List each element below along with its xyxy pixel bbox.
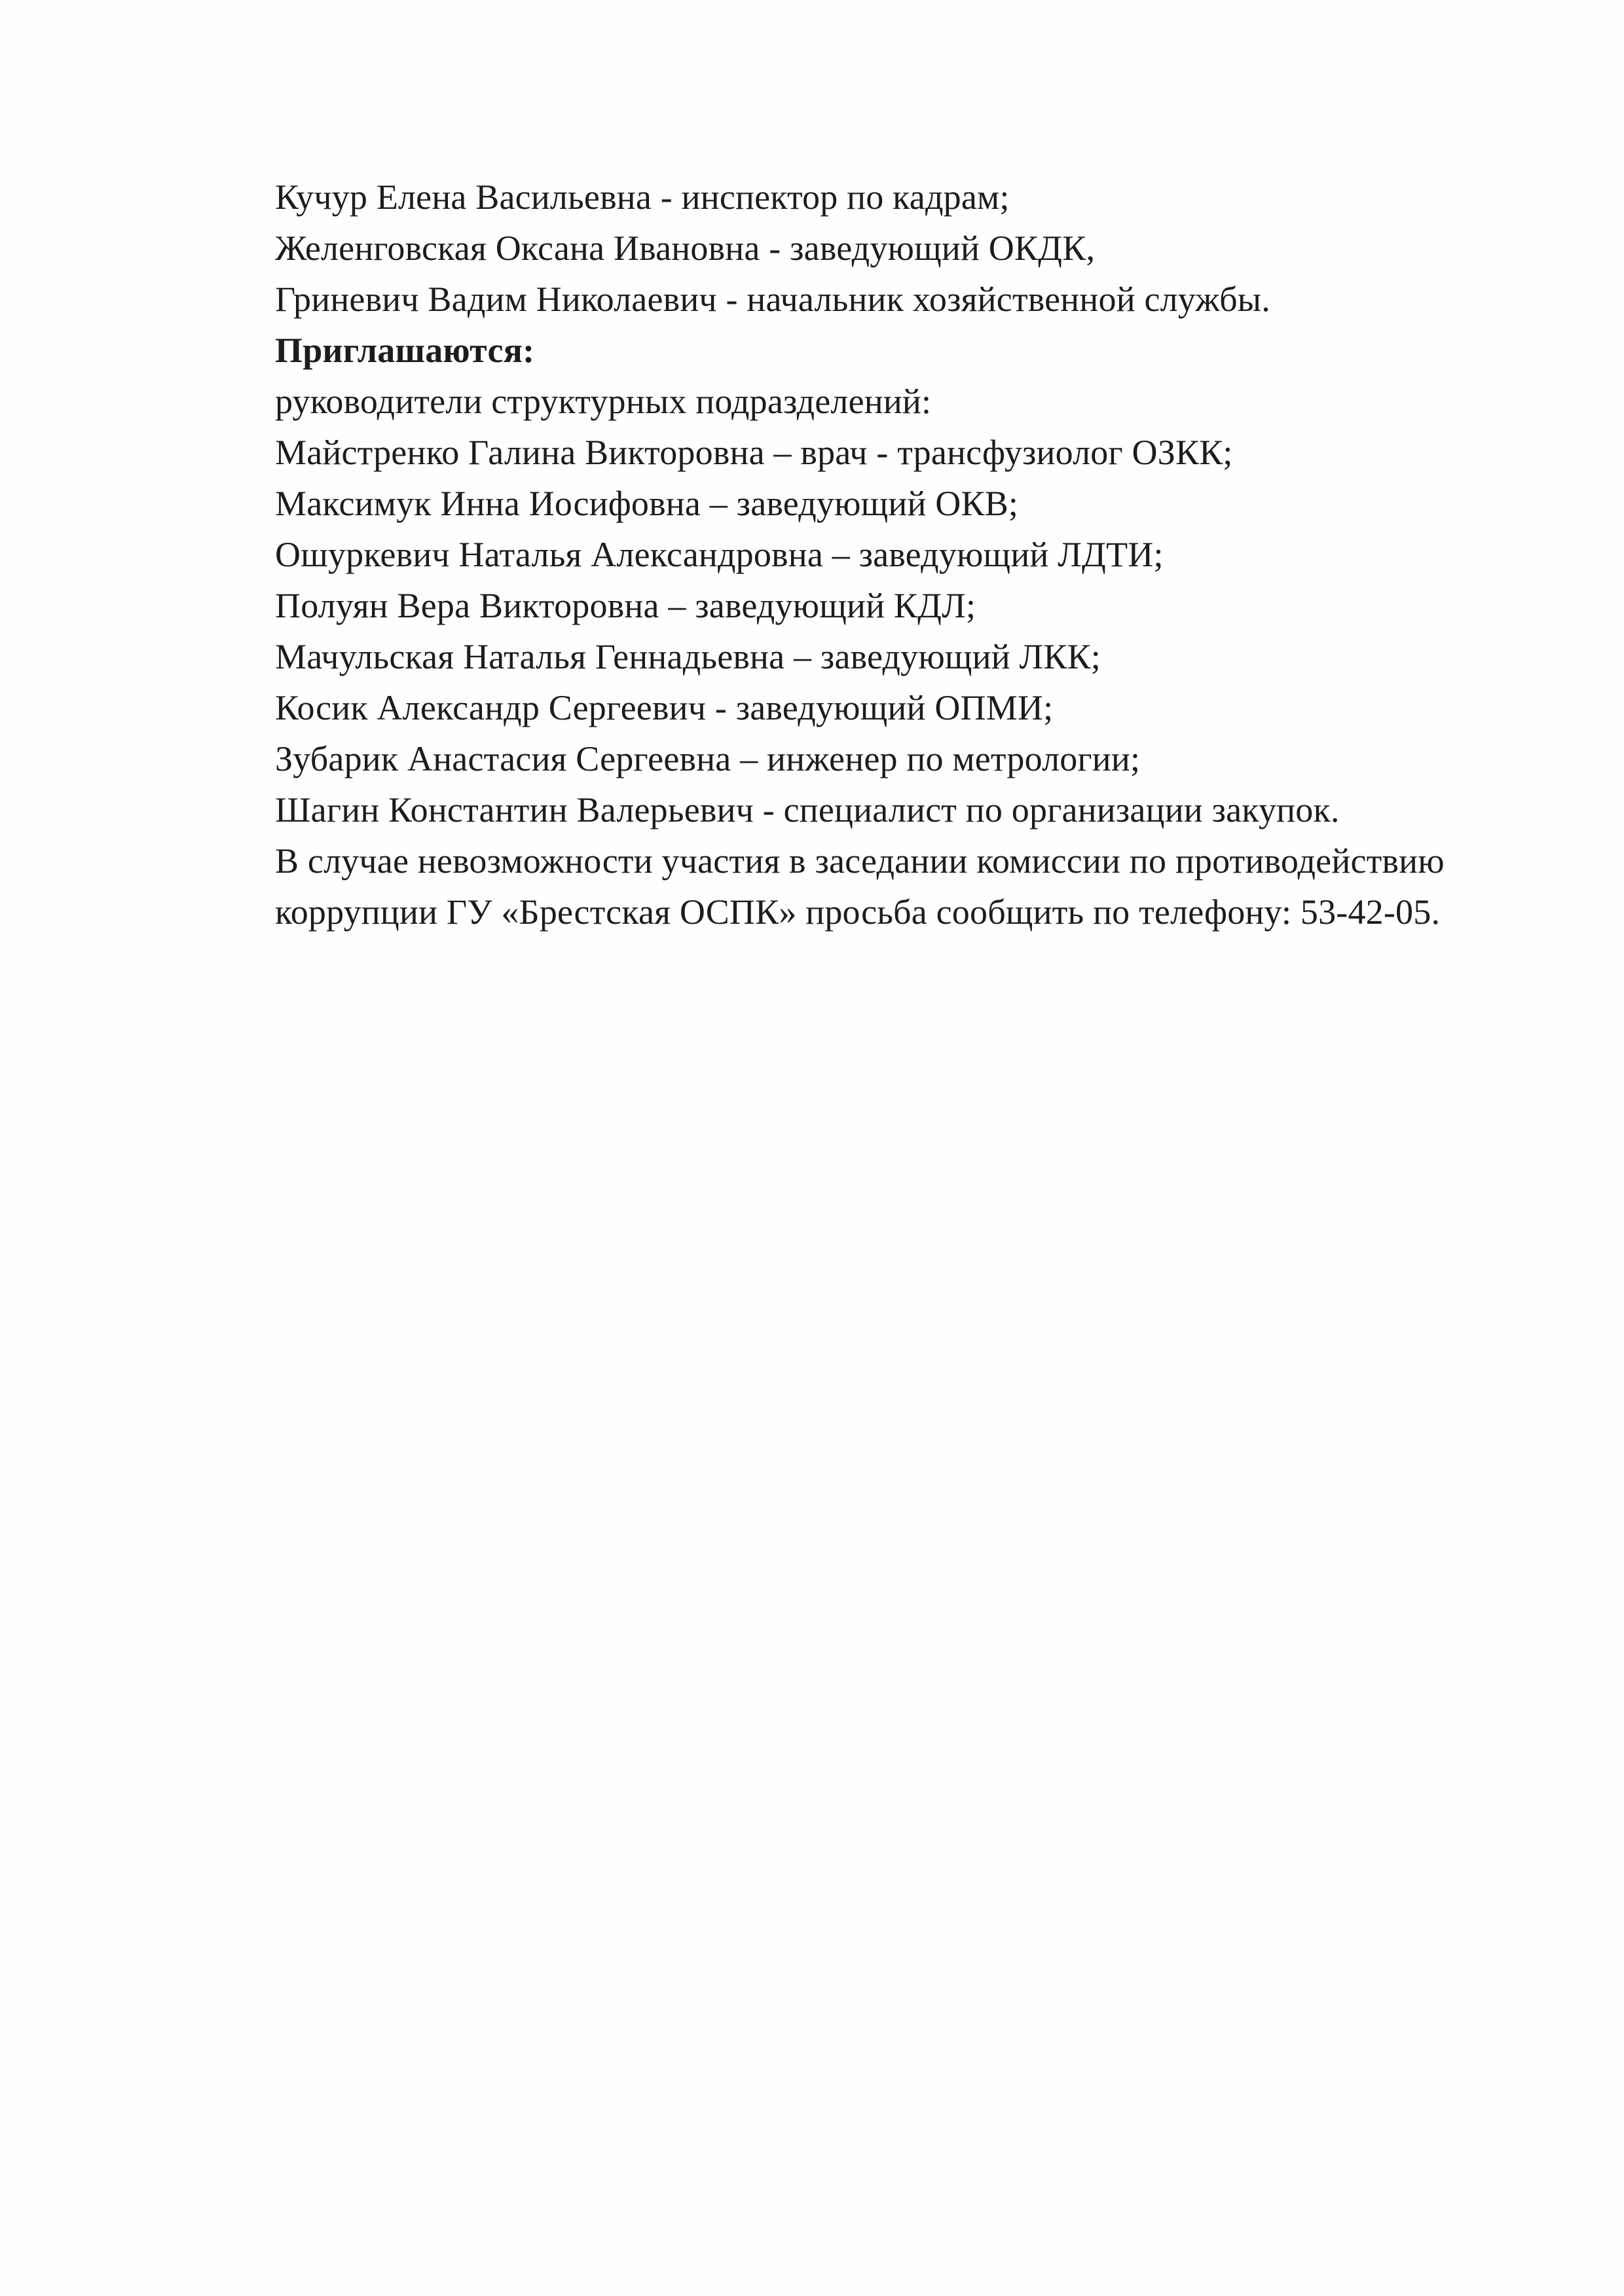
invited-line: Максимук Инна Иосифовна – заведующий ОКВ; — [275, 484, 1019, 523]
invited-line: Ошуркевич Наталья Александровна – заведующий ЛДТИ; — [275, 535, 1164, 574]
member-line: Гриневич Вадим Николаевич - начальник хозяйственной службы. — [275, 280, 1270, 319]
invited-line: Полуян Вера Викторовна – заведующий КДЛ; — [275, 586, 976, 625]
notice-line: В случае невозможности участия в заседании комиссии по противодействию — [275, 841, 1445, 881]
invited-line: Шагин Константин Валерьевич - специалист по организации закупок. — [275, 790, 1340, 829]
invited-heading: Приглашаются: — [275, 331, 535, 370]
invited-line: Майстренко Галина Викторовна – врач - трансфузиолог ОЗКК; — [275, 433, 1233, 472]
document-body — [275, 172, 1572, 938]
invited-line: Косик Александр Сергеевич - заведующий ОПМИ; — [275, 688, 1054, 727]
notice-line: коррупции ГУ «Брестская ОСПК» просьба сообщить по телефону: 53-42-05. — [275, 892, 1441, 932]
invited-line: Зубарик Анастасия Сергеевна – инженер по метрологии; — [275, 739, 1141, 778]
invited-intro: руководители структурных подразделений: — [275, 382, 932, 421]
invited-line: Мачульская Наталья Геннадьевна – заведующий ЛКК; — [275, 637, 1101, 676]
member-line: Кучур Елена Васильевна - инспектор по кадрам; — [275, 177, 1010, 217]
member-line: Желенговская Оксана Ивановна - заведующий ОКДК, — [275, 228, 1096, 268]
